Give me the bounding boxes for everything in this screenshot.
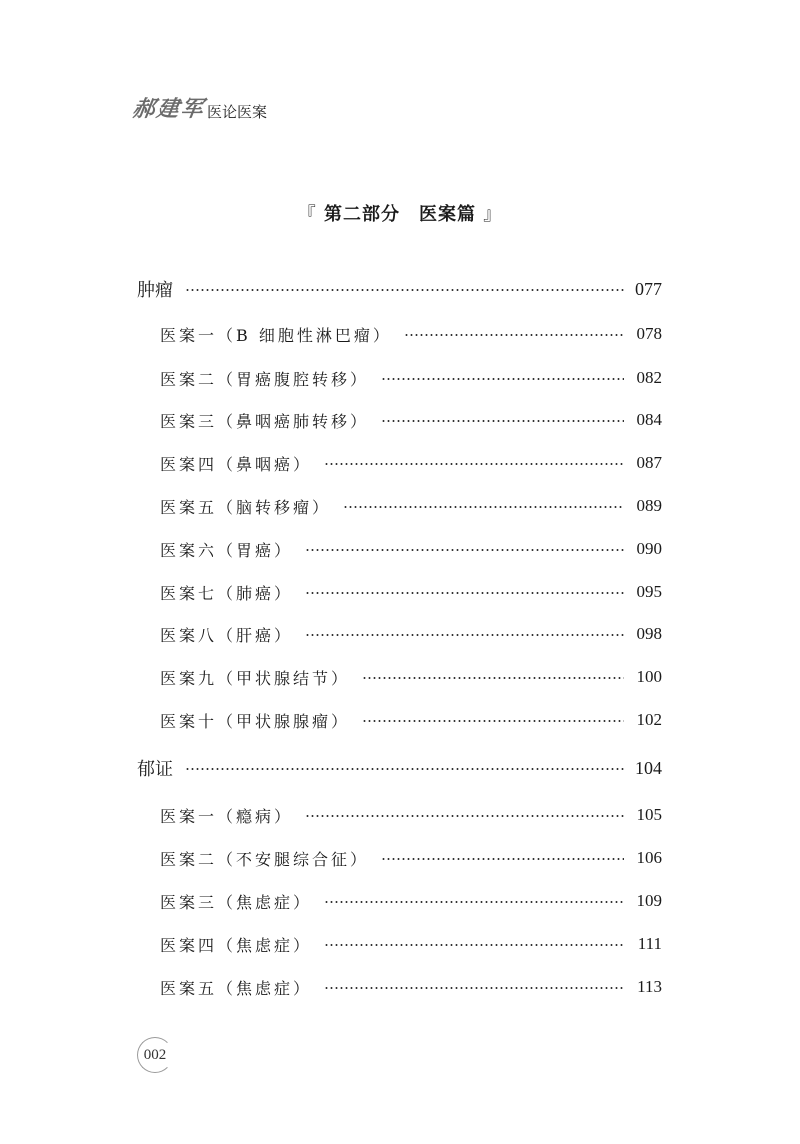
toc-entry-page: 087 bbox=[636, 453, 662, 472]
toc-entry-page: 111 bbox=[637, 934, 662, 953]
leader-dots bbox=[324, 987, 624, 989]
leader-dots bbox=[305, 592, 624, 594]
toc-entry-label: 郁证 bbox=[137, 759, 173, 780]
toc-entry[interactable] bbox=[160, 803, 662, 827]
toc-entry[interactable] bbox=[137, 756, 662, 780]
leader-dots bbox=[324, 901, 624, 903]
leader-dots bbox=[404, 334, 624, 336]
toc-entry-label: 医案一（B 细胞性淋巴瘤） bbox=[160, 325, 392, 345]
leader-dots bbox=[185, 289, 624, 291]
toc-entry[interactable] bbox=[160, 580, 662, 604]
toc-entry[interactable] bbox=[160, 451, 662, 475]
toc-entry-label: 医案八（肝癌） bbox=[160, 625, 294, 645]
toc-entry[interactable] bbox=[160, 322, 662, 346]
leader-dots bbox=[324, 944, 624, 946]
toc-entry-label: 医案四（鼻咽癌） bbox=[160, 454, 313, 474]
book-title: 医论医案 bbox=[207, 103, 268, 121]
section-open-bracket: 『 bbox=[297, 204, 317, 225]
toc-entry-label: 医案三（焦虑症） bbox=[160, 892, 313, 912]
toc-entry[interactable] bbox=[137, 277, 662, 301]
toc-entry-page: 077 bbox=[635, 278, 662, 299]
toc-entry-page: 090 bbox=[636, 539, 662, 558]
leader-dots bbox=[305, 634, 624, 636]
toc-entry-label: 医案三（鼻咽癌肺转移） bbox=[160, 411, 370, 431]
toc-entry[interactable] bbox=[160, 408, 662, 432]
toc-entry-label: 医案四（焦虑症） bbox=[160, 935, 313, 955]
toc-entry-page: 105 bbox=[636, 805, 662, 824]
leader-dots bbox=[381, 858, 624, 860]
toc-entry[interactable] bbox=[160, 889, 662, 913]
author-name: 郝建军 bbox=[130, 96, 207, 122]
section-title-text: 第二部分 医案篇 bbox=[324, 204, 476, 225]
leader-dots bbox=[324, 463, 624, 465]
toc-entry-label: 医案九（甲状腺结节） bbox=[160, 668, 351, 688]
toc-entry-page: 095 bbox=[636, 582, 662, 601]
leader-dots bbox=[381, 378, 624, 380]
toc-entry-page: 102 bbox=[636, 710, 662, 729]
toc-entry-page: 078 bbox=[636, 324, 662, 343]
leader-dots bbox=[381, 420, 624, 422]
toc-entry-label: 医案一（瘾病） bbox=[160, 806, 294, 826]
leader-dots bbox=[305, 815, 624, 817]
toc-entry-page: 104 bbox=[635, 757, 662, 778]
page-number: 002 bbox=[137, 1037, 173, 1073]
toc-entry[interactable] bbox=[160, 537, 662, 561]
toc-entry[interactable] bbox=[160, 975, 662, 999]
section-close-bracket: 』 bbox=[483, 204, 503, 225]
toc-entry-label: 医案六（胃癌） bbox=[160, 540, 294, 560]
toc-entry-label: 医案二（不安腿综合征） bbox=[160, 849, 370, 869]
toc-entry-label: 医案十（甲状腺腺瘤） bbox=[160, 711, 351, 731]
toc-entry[interactable] bbox=[160, 665, 662, 689]
toc-entry[interactable] bbox=[160, 366, 662, 390]
toc-entry-page: 082 bbox=[636, 368, 662, 387]
toc-entry[interactable] bbox=[160, 846, 662, 870]
toc-entry[interactable] bbox=[160, 622, 662, 646]
toc-entry[interactable] bbox=[160, 494, 662, 518]
toc-entry-label: 医案二（胃癌腹腔转移） bbox=[160, 369, 370, 389]
toc-entry-page: 113 bbox=[637, 977, 662, 996]
leader-dots bbox=[185, 768, 624, 770]
leader-dots bbox=[305, 549, 624, 551]
toc-entry-page: 098 bbox=[636, 624, 662, 643]
toc-entry-label: 医案五（焦虑症） bbox=[160, 978, 313, 998]
toc-entry[interactable] bbox=[160, 932, 662, 956]
leader-dots bbox=[343, 506, 624, 508]
toc-entry-page: 084 bbox=[636, 410, 662, 429]
leader-dots bbox=[362, 720, 624, 722]
toc-entry-page: 089 bbox=[636, 496, 662, 515]
toc-entry-label: 医案七（肺癌） bbox=[160, 583, 294, 603]
toc-entry-label: 医案五（脑转移瘤） bbox=[160, 497, 332, 517]
leader-dots bbox=[362, 677, 624, 679]
toc-entry-page: 109 bbox=[636, 891, 662, 910]
toc-entry-page: 106 bbox=[636, 848, 662, 867]
toc-entry[interactable] bbox=[160, 708, 662, 732]
toc-entry-label: 肿瘤 bbox=[137, 280, 173, 301]
toc-entry-page: 100 bbox=[636, 667, 662, 686]
